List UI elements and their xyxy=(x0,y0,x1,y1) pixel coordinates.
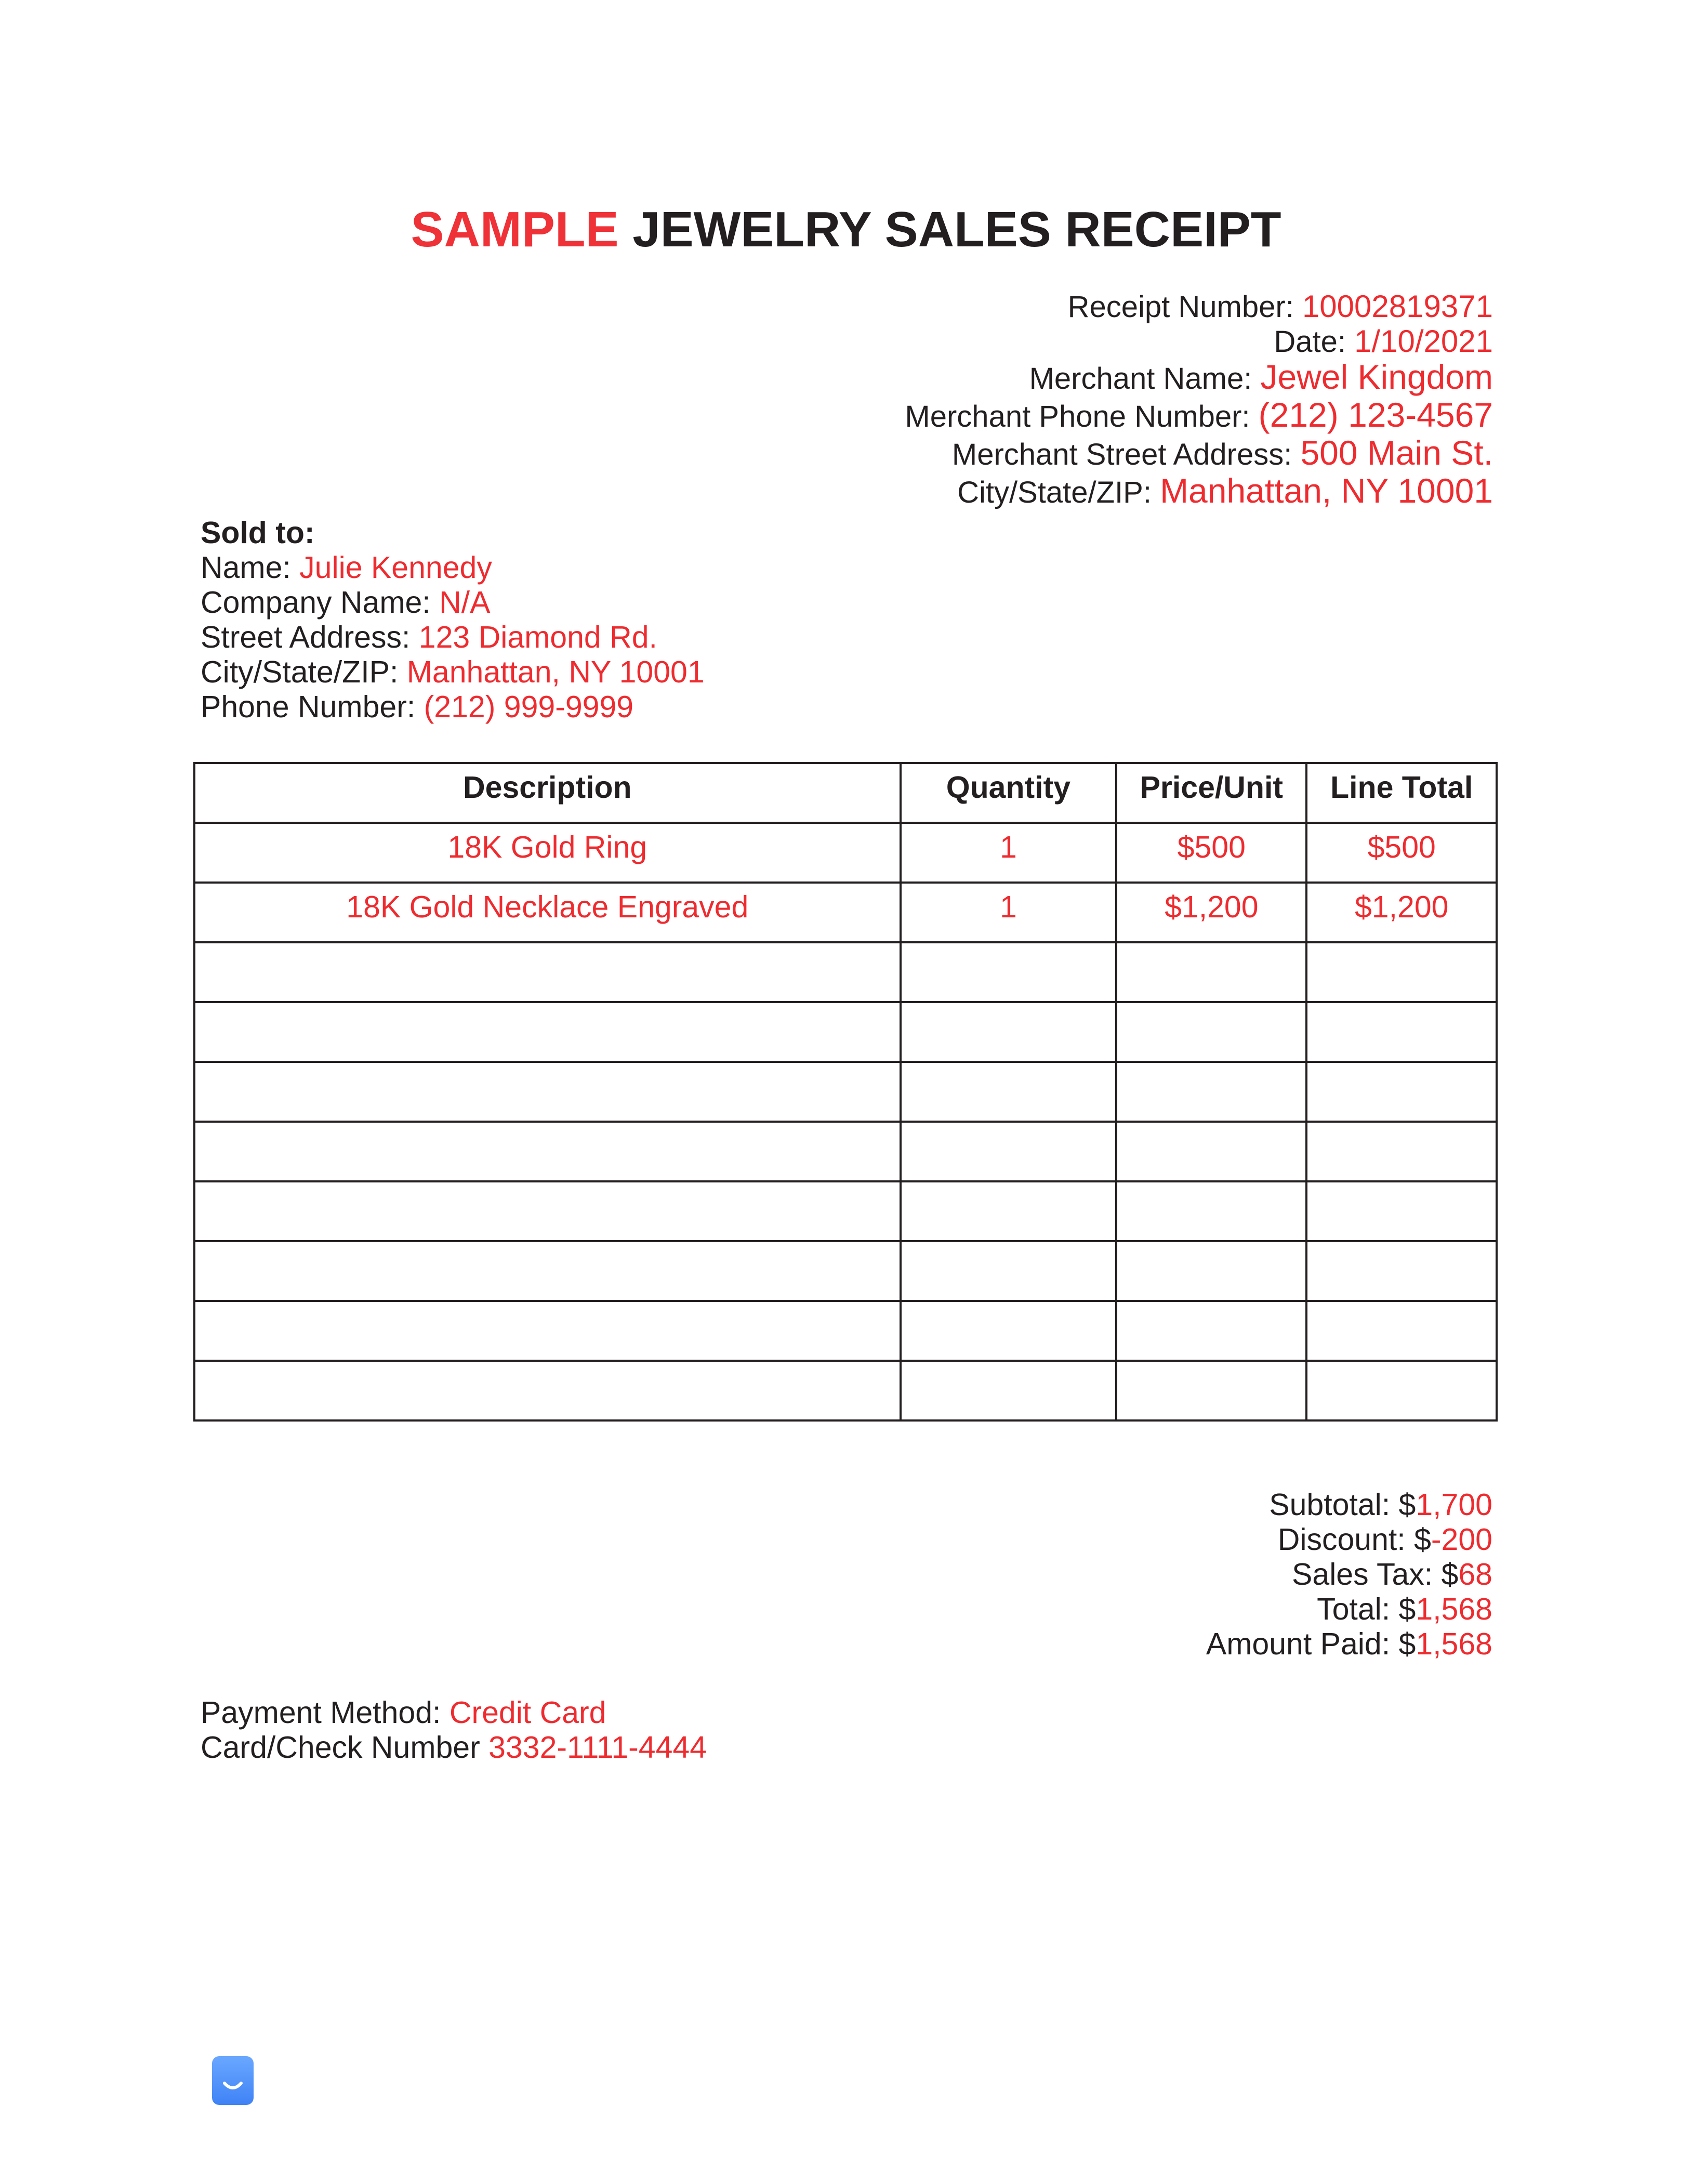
cell-description xyxy=(194,1361,901,1420)
header-quantity: Quantity xyxy=(901,763,1117,823)
header-description: Description xyxy=(194,763,901,823)
payment-section xyxy=(201,1695,707,1765)
date-label: Date: xyxy=(1274,325,1355,359)
payment-method-label: Payment Method: xyxy=(201,1695,450,1730)
table-header-row xyxy=(194,763,1497,823)
card-number-label: Card/Check Number xyxy=(201,1730,489,1765)
page-title xyxy=(0,199,1692,261)
cell-quantity xyxy=(901,1361,1117,1420)
cell-description xyxy=(194,1241,901,1301)
cell-description: 18K Gold Ring xyxy=(194,823,901,883)
subtotal-label: Subtotal: $ xyxy=(1269,1488,1416,1522)
cell-line-total: $500 xyxy=(1306,823,1497,883)
table-row xyxy=(194,942,1497,1002)
card-number-line xyxy=(201,1730,707,1765)
cell-line-total xyxy=(1306,1301,1497,1361)
receipt-number-line xyxy=(558,289,1493,324)
table-row xyxy=(194,1301,1497,1361)
receipt-number-value: 10002819371 xyxy=(1302,289,1493,324)
buyer-company-line xyxy=(201,585,705,620)
merchant-name-line xyxy=(558,360,1493,398)
cell-line-total xyxy=(1306,1002,1497,1062)
buyer-phone-line xyxy=(201,690,705,725)
cell-description xyxy=(194,942,901,1002)
cell-price xyxy=(1116,1241,1306,1301)
merchant-city-value: Manhattan, NY 10001 xyxy=(1160,471,1493,510)
cell-quantity xyxy=(901,942,1117,1002)
cell-line-total xyxy=(1306,942,1497,1002)
cell-description xyxy=(194,1181,901,1241)
merchant-street-value: 500 Main St. xyxy=(1300,433,1493,472)
sales-tax-label: Sales Tax: $ xyxy=(1292,1557,1459,1591)
sales-tax-line xyxy=(869,1557,1492,1592)
title-highlight: SAMPLE xyxy=(411,202,619,257)
total-label: Total: $ xyxy=(1317,1592,1416,1626)
date-value: 1/10/2021 xyxy=(1354,324,1493,359)
buyer-city-line xyxy=(201,655,705,690)
cell-description xyxy=(194,1301,901,1361)
merchant-phone-label: Merchant Phone Number: xyxy=(905,400,1259,433)
cell-description xyxy=(194,1062,901,1122)
merchant-name-value: Jewel Kingdom xyxy=(1260,358,1493,396)
table-row xyxy=(194,883,1497,942)
cell-quantity xyxy=(901,1181,1117,1241)
amount-paid-value: 1,568 xyxy=(1416,1627,1492,1661)
merchant-city-line xyxy=(558,473,1493,511)
cell-price xyxy=(1116,1301,1306,1361)
sales-tax-value: 68 xyxy=(1458,1557,1492,1591)
table-row xyxy=(194,1361,1497,1420)
header-line-total: Line Total xyxy=(1306,763,1497,823)
table-row xyxy=(194,1241,1497,1301)
cell-price: $500 xyxy=(1116,823,1306,883)
merchant-phone-value: (212) 123-4567 xyxy=(1258,396,1493,434)
sold-to-heading: Sold to: xyxy=(201,516,315,550)
table-row xyxy=(194,1062,1497,1122)
merchant-name-label: Merchant Name: xyxy=(1029,362,1261,396)
cell-quantity xyxy=(901,1241,1117,1301)
buyer-street-value: 123 Diamond Rd. xyxy=(418,620,657,654)
cell-line-total xyxy=(1306,1241,1497,1301)
buyer-street-line xyxy=(201,620,705,655)
subtotal-line xyxy=(869,1488,1492,1522)
cell-quantity: 1 xyxy=(901,883,1117,942)
cell-description: 18K Gold Necklace Engraved xyxy=(194,883,901,942)
cell-price: $1,200 xyxy=(1116,883,1306,942)
buyer-company-label: Company Name: xyxy=(201,585,440,620)
payment-method-value: Credit Card xyxy=(449,1695,606,1730)
buyer-name-value: Julie Kennedy xyxy=(299,550,492,585)
cell-price xyxy=(1116,1361,1306,1420)
buyer-street-label: Street Address: xyxy=(201,620,419,654)
amount-paid-line xyxy=(869,1627,1492,1662)
header-price-unit: Price/Unit xyxy=(1116,763,1306,823)
totals-section xyxy=(869,1488,1492,1662)
payment-method-line xyxy=(201,1695,707,1730)
discount-line xyxy=(869,1522,1492,1557)
cell-price xyxy=(1116,1062,1306,1122)
merchant-city-label: City/State/ZIP: xyxy=(957,476,1160,509)
discount-label: Discount: $ xyxy=(1277,1522,1431,1557)
cell-line-total xyxy=(1306,1361,1497,1420)
merchant-info xyxy=(558,289,1493,511)
buyer-name-label: Name: xyxy=(201,550,300,585)
buyer-name-line xyxy=(201,550,705,585)
cell-quantity xyxy=(901,1301,1117,1361)
merchant-street-line xyxy=(558,433,1493,473)
subtotal-value: 1,700 xyxy=(1416,1488,1492,1522)
receipt-number-label: Receipt Number: xyxy=(1067,290,1302,324)
table-row xyxy=(194,1181,1497,1241)
buyer-phone-value: (212) 999-9999 xyxy=(424,690,634,724)
buyer-company-value: N/A xyxy=(439,585,491,620)
discount-value: -200 xyxy=(1431,1522,1492,1557)
cell-line-total xyxy=(1306,1062,1497,1122)
cell-quantity: 1 xyxy=(901,823,1117,883)
cell-price xyxy=(1116,1002,1306,1062)
cell-description xyxy=(194,1122,901,1181)
cell-price xyxy=(1116,1181,1306,1241)
merchant-phone-line xyxy=(558,398,1493,436)
cell-line-total: $1,200 xyxy=(1306,883,1497,942)
buyer-phone-label: Phone Number: xyxy=(201,690,424,724)
date-line xyxy=(558,324,1493,360)
merchant-street-label: Merchant Street Address: xyxy=(951,438,1301,471)
total-line xyxy=(869,1592,1492,1627)
title-rest: JEWELRY SALES RECEIPT xyxy=(618,202,1281,257)
cell-quantity xyxy=(901,1122,1117,1181)
cell-line-total xyxy=(1306,1122,1497,1181)
table-row xyxy=(194,823,1497,883)
table-row xyxy=(194,1122,1497,1181)
sold-to-section xyxy=(201,516,705,725)
smile-logo-icon xyxy=(212,2056,254,2105)
cell-quantity xyxy=(901,1002,1117,1062)
cell-description xyxy=(194,1002,901,1062)
buyer-city-value: Manhattan, NY 10001 xyxy=(406,655,705,689)
cell-line-total xyxy=(1306,1181,1497,1241)
cell-price xyxy=(1116,1122,1306,1181)
table-row xyxy=(194,1002,1497,1062)
buyer-city-label: City/State/ZIP: xyxy=(201,655,407,689)
cell-quantity xyxy=(901,1062,1117,1122)
items-table xyxy=(193,762,1498,1422)
total-value: 1,568 xyxy=(1416,1592,1492,1626)
card-number-value: 3332-1111-4444 xyxy=(488,1730,707,1765)
amount-paid-label: Amount Paid: $ xyxy=(1206,1627,1416,1661)
cell-price xyxy=(1116,942,1306,1002)
